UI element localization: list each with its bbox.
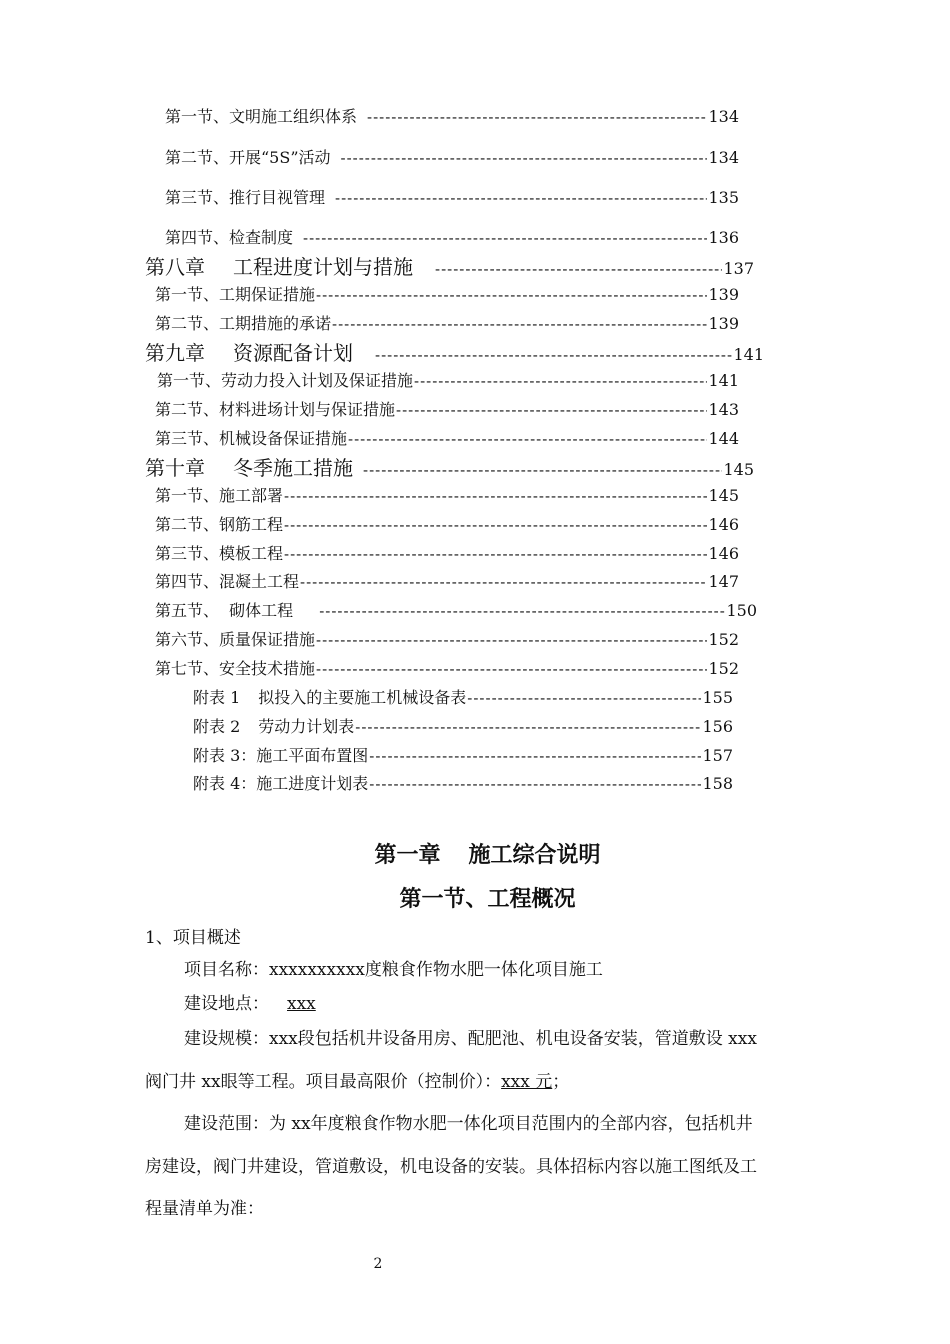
toc-entry-page: 145 [723,460,754,479]
toc-entry[interactable] [157,371,739,391]
toc-leader [316,630,707,650]
toc-entry-page: 144 [708,429,739,448]
toc-leader [467,688,701,708]
toc-entry-title: 第七节、安全技术措施 [155,659,316,678]
project-name-line [184,959,603,981]
toc-entry-page: 137 [723,259,754,278]
toc-entry[interactable] [155,572,739,592]
toc-entry-title: 附表 2 劳动力计划表 [193,717,355,736]
location-line [184,993,316,1015]
toc-entry-page: 156 [702,717,733,736]
toc-leader [303,228,707,248]
page-number: 2 [373,1256,383,1272]
toc-entry-title: 第一节、文明施工组织体系 [165,107,358,126]
toc-entry-title: 第二节、材料进场计划与保证措施 [155,400,396,419]
toc-leader [284,515,707,535]
toc-leader [348,429,707,449]
range-line-1: 建设范围：为 xx年度粮食作物水肥一体化项目范围内的全部内容，包括机井 [184,1114,753,1134]
toc-leader [316,659,707,679]
toc-entry-page: 157 [702,746,733,765]
price-value: xxx 元 [501,1072,553,1092]
toc-entry-page: 152 [708,630,739,649]
toc-entry[interactable] [155,515,739,535]
toc-leader [332,314,707,334]
toc-entry-title: 第一节、工期保证措施 [155,285,316,304]
toc-leader [284,486,707,506]
toc-entry-title: 第二节、钢筋工程 [155,515,284,534]
toc-entry[interactable] [155,486,739,506]
location-value: xxx [287,994,316,1014]
toc-entry-title: 第三节、机械设备保证措施 [155,429,348,448]
toc-entry[interactable] [155,400,739,420]
toc-leader [355,717,701,737]
toc-leader [435,257,722,281]
toc-appendix-entry[interactable] [193,746,733,766]
toc-entry[interactable] [165,107,739,127]
toc-entry-page: 150 [726,601,757,620]
toc-entry-title: 第四节、混凝土工程 [155,572,300,591]
toc-leader [414,371,707,391]
toc-entry-title: 附表 1 拟投入的主要施工机械设备表 [193,688,467,707]
toc-entry[interactable] [165,148,739,168]
toc-leader [300,572,707,592]
toc-entry-page: 135 [708,188,739,207]
toc-entry-page: 141 [733,345,764,364]
toc-entry-page: 141 [708,371,739,390]
toc-entry-title: 第五节、 砌体工程 [155,601,294,620]
toc-entry[interactable] [155,630,739,650]
toc-entry-page: 134 [708,107,739,126]
toc-entry-title: 第四节、检查制度 [165,228,294,247]
toc-leader [341,148,708,168]
toc-leader [335,188,707,208]
section-heading: 第一节、工程概况 [399,887,576,912]
toc-entry-page: 146 [708,544,739,563]
toc-appendix-entry[interactable] [193,717,733,737]
toc-entry-title: 第二节、开展“5S”活动 [165,148,331,167]
toc-appendix-entry[interactable] [193,774,733,794]
toc-entry[interactable] [155,314,739,334]
range-line-3: 程量清单为准： [145,1199,264,1219]
toc-leader [363,458,722,482]
range-line-2: 房建设，阀门井建设，管道敷设，机电设备的安装。具体招标内容以施工图纸及工 [145,1157,757,1177]
item-heading: 1、项目概述 [145,928,241,948]
toc-entry-page: 136 [708,228,739,247]
toc-chapter-entry[interactable] [145,341,764,367]
toc-leader [284,544,707,564]
toc-entry[interactable] [155,659,739,679]
toc-entry-page: 146 [708,515,739,534]
scale-line-2: 阀门井 xx眼等工程。项目最高限价（控制价）：xxx 元； [145,1072,570,1092]
toc-leader [396,400,707,420]
toc-entry[interactable] [165,228,739,248]
toc-entry[interactable] [155,601,757,621]
toc-leader [367,107,707,127]
toc-entry[interactable] [155,544,739,564]
toc-entry-page: 134 [708,148,739,167]
toc-entry-title: 附表 3：施工平面布置图 [193,746,369,765]
toc-entry-page: 143 [708,400,739,419]
toc-entry-title: 第三节、推行目视管理 [165,188,326,207]
chapter-heading: 第一章 施工综合说明 [374,843,601,868]
toc-entry-title: 第九章 资源配备计划 [145,341,353,365]
toc-entry-title: 第一节、施工部署 [155,486,284,505]
toc-appendix-entry[interactable] [193,688,733,708]
toc-entry[interactable] [165,188,739,208]
toc-entry-title: 第十章 冬季施工措施 [145,456,353,480]
toc-entry-title: 第二节、工期措施的承诺 [155,314,332,333]
toc-leader [375,343,732,367]
toc-chapter-entry[interactable] [145,255,754,281]
project-name-label: 项目名称： [184,960,269,980]
toc-leader [319,601,725,621]
toc-entry[interactable] [155,429,739,449]
toc-entry-page: 145 [708,486,739,505]
scale-line-1: 建设规模：xxx段包括机井设备用房、配肥池、机电设备安装，管道敷设 xxx [184,1029,757,1049]
toc-entry-title: 第六节、质量保证措施 [155,630,316,649]
toc-entry-page: 158 [702,774,733,793]
project-name-value: xxxxxxxxxx度粮食作物水肥一体化项目施工 [269,960,603,980]
toc-entry-page: 147 [708,572,739,591]
toc-entry-page: 139 [708,314,739,333]
toc-entry-title: 附表 4：施工进度计划表 [193,774,369,793]
toc-chapter-entry[interactable] [145,456,754,482]
toc-entry-page: 139 [708,285,739,304]
toc-entry-title: 第八章 工程进度计划与措施 [145,255,413,279]
toc-leader [369,746,701,766]
toc-entry[interactable] [155,285,739,305]
toc-entry-page: 155 [702,688,733,707]
toc-entry-page: 152 [708,659,739,678]
toc-entry-title: 第三节、模板工程 [155,544,284,563]
toc-entry-title: 第一节、劳动力投入计划及保证措施 [157,371,414,390]
toc-leader [369,774,701,794]
toc-leader [316,285,707,305]
location-label: 建设地点： [184,994,269,1014]
